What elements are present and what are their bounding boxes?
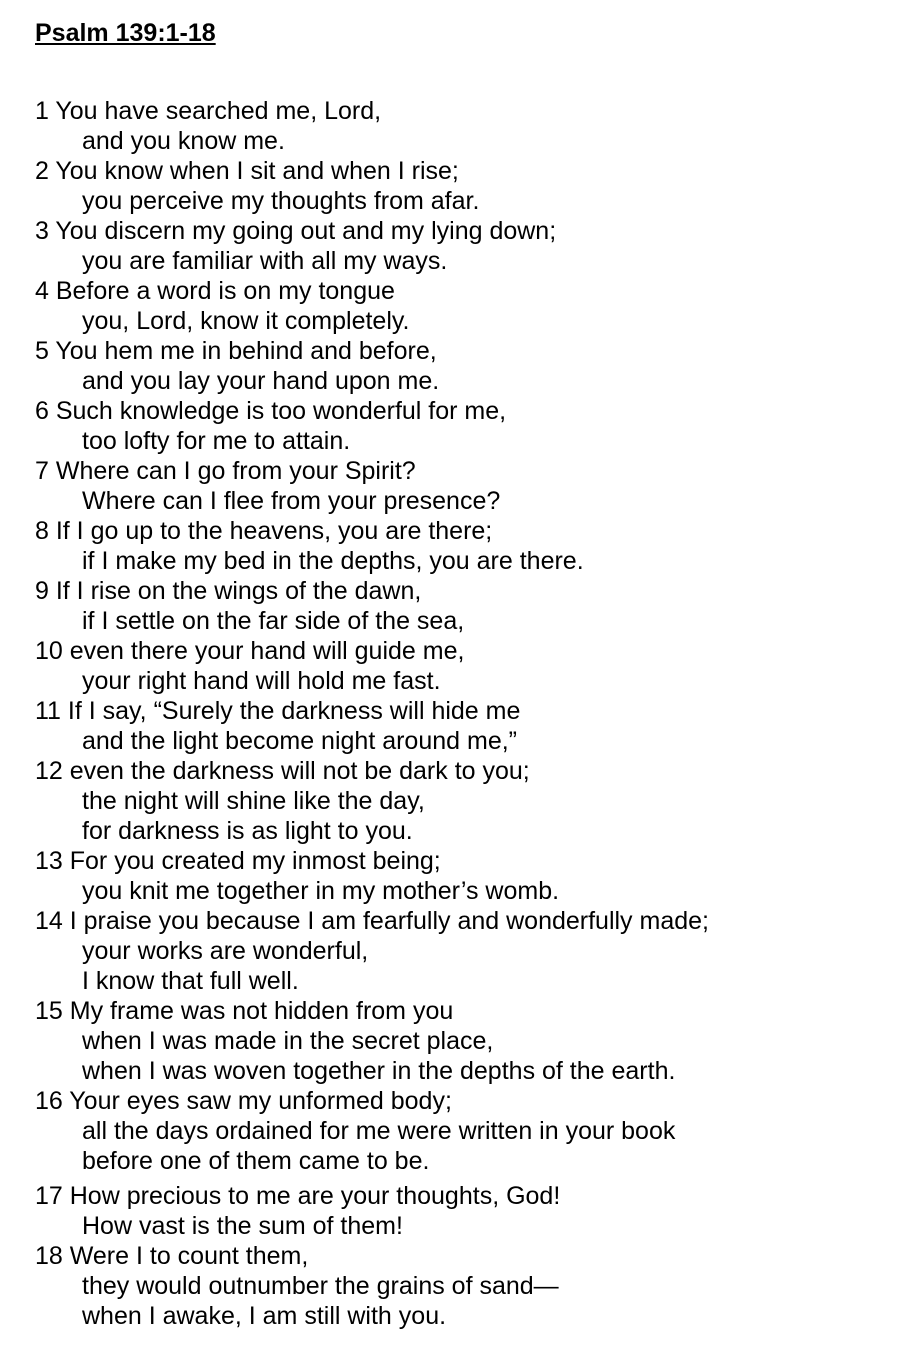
verse-18 [35, 1241, 895, 1331]
verse-line-indented: you perceive my thoughts from afar. [82, 187, 480, 215]
verse-line: 13 For you created my inmost being; [35, 847, 441, 875]
verse-line-indented: your right hand will hold me fast. [82, 667, 441, 695]
verse-line-indented: when I was woven together in the depths of the earth. [82, 1057, 676, 1085]
verse-10 [35, 636, 895, 696]
verse-line-indented: if I make my bed in the depths, you are there. [82, 547, 584, 575]
verse-7 [35, 456, 895, 516]
verse-line: 8 If I go up to the heavens, you are there; [35, 517, 493, 545]
verse-line-indented: when I awake, I am still with you. [82, 1302, 447, 1330]
verse-3 [35, 216, 895, 276]
verse-4 [35, 276, 895, 336]
verse-line-indented: you knit me together in my mother’s womb. [82, 877, 560, 905]
verse-6 [35, 396, 895, 456]
verse-line: 6 Such knowledge is too wonderful for me, [35, 397, 507, 425]
verse-line: 15 My frame was not hidden from you [35, 997, 454, 1025]
verse-line: 3 You discern my going out and my lying down; [35, 217, 557, 245]
verse-line: 4 Before a word is on my tongue [35, 277, 395, 305]
verse-13 [35, 846, 895, 906]
verse-line: 7 Where can I go from your Spirit? [35, 457, 416, 485]
verse-line-indented: Where can I flee from your presence? [82, 487, 501, 515]
verse-line: 11 If I say, “Surely the darkness will hide me [35, 697, 521, 725]
verse-line-indented: for darkness is as light to you. [82, 817, 413, 845]
verse-11 [35, 696, 895, 756]
verse-line-indented: your works are wonderful, [82, 937, 369, 965]
verse-line: 18 Were I to count them, [35, 1242, 309, 1270]
verse-line: 14 I praise you because I am fearfully and wonderfully made; [35, 907, 709, 935]
verse-9 [35, 576, 895, 636]
verse-2 [35, 156, 895, 216]
verse-list [35, 96, 895, 1331]
verse-line-indented: and you know me. [82, 127, 285, 155]
verse-12 [35, 756, 895, 846]
verse-line: 9 If I rise on the wings of the dawn, [35, 577, 422, 605]
verse-line-indented: if I settle on the far side of the sea, [82, 607, 465, 635]
verse-line: 17 How precious to me are your thoughts, God! [35, 1182, 561, 1210]
verse-line: 10 even there your hand will guide me, [35, 637, 465, 665]
verse-line-indented: too lofty for me to attain. [82, 427, 351, 455]
verse-line-indented: and the light become night around me,” [82, 727, 517, 755]
verse-8 [35, 516, 895, 576]
verse-16 [35, 1086, 895, 1176]
verse-5 [35, 336, 895, 396]
verse-line-indented: they would outnumber the grains of sand— [82, 1272, 559, 1300]
verse-line-indented: the night will shine like the day, [82, 787, 425, 815]
verse-line: 1 You have searched me, Lord, [35, 97, 382, 125]
verse-line: 12 even the darkness will not be dark to you; [35, 757, 530, 785]
verse-line-indented: I know that full well. [82, 967, 299, 995]
verse-line-indented: and you lay your hand upon me. [82, 367, 440, 395]
verse-line: 16 Your eyes saw my unformed body; [35, 1087, 452, 1115]
verse-line-indented: when I was made in the secret place, [82, 1027, 494, 1055]
verse-14 [35, 906, 895, 996]
verse-line-indented: all the days ordained for me were written in your book [82, 1117, 676, 1145]
verse-17 [35, 1181, 895, 1241]
verse-line-indented: before one of them came to be. [82, 1147, 430, 1175]
verse-line: 5 You hem me in behind and before, [35, 337, 437, 365]
verse-line-indented: you, Lord, know it completely. [82, 307, 410, 335]
document-page [35, 18, 895, 1331]
verse-line: 2 You know when I sit and when I rise; [35, 157, 459, 185]
verse-line-indented: How vast is the sum of them! [82, 1212, 403, 1240]
verse-15 [35, 996, 895, 1086]
verse-1 [35, 96, 895, 156]
verse-line-indented: you are familiar with all my ways. [82, 247, 448, 275]
page-title: Psalm 139:1-18 [35, 19, 216, 47]
